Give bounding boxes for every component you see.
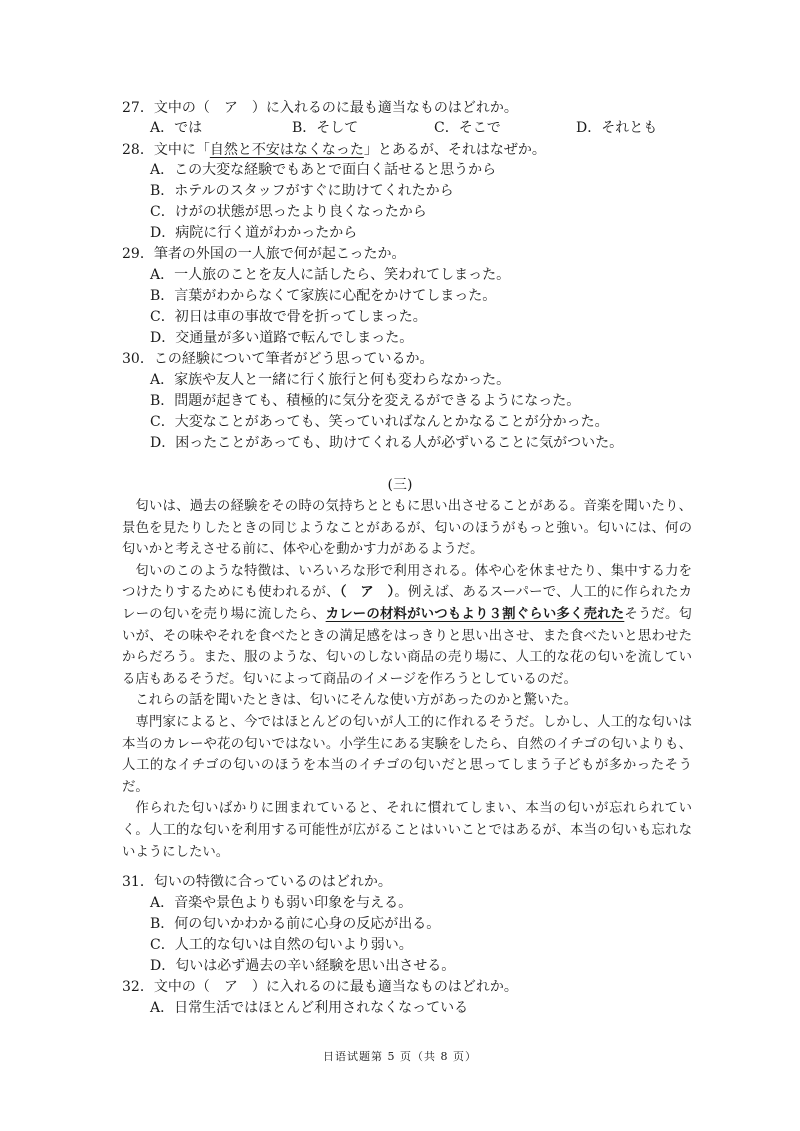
passage-paragraph-5: 作られた匂いばかりに囲まれていると、それに慣れてしまい、本当の匂いが忘れられていく。人工的な匂いを利用する可能性が広がることはいいことではあるが、本当の匂いも忘れないようにしたい。 — [122, 801, 692, 860]
question-30-stem: 30．この経験について筆者がどう思っているか。 — [122, 351, 434, 367]
question-30-option-c: C．大変なことがあっても、笑っていればなんとかなることが分かった。 — [150, 414, 609, 430]
section-heading: (三) — [387, 477, 413, 493]
passage-paragraph-3: これらの話を聞いたときは、匂いにそんな使い方があったのかと驚いた。 — [135, 693, 578, 709]
reading-passage — [122, 496, 692, 863]
passage-paragraph-2 — [122, 561, 692, 691]
question-29-option-b: B．言葉がわからなくて家族に心配をかけてしまった。 — [150, 288, 497, 304]
question-27-options — [150, 118, 670, 138]
question-29-option-c: C．初日は車の事故で骨を折ってしまった。 — [150, 309, 427, 325]
paragraph-2-text-a: 匂いのこのような特徴は、いろいろな形で利用される。体や心を休ませたり、集中する力をつけたりするためにも使われるが、 — [122, 563, 692, 601]
question-28-stem — [122, 140, 546, 160]
question-30-option-d: D．困ったことがあっても、助けてくれる人が必ずいることに気がついた。 — [150, 435, 624, 451]
blank-a: （ ア ） — [339, 584, 395, 601]
stem-underlined-quote: 自然と不安はなくなった — [209, 142, 364, 158]
question-27-stem: 27．文中の（ ア ）に入れるのに最も適当なものはどれか。 — [122, 100, 518, 116]
option-d: D．それとも — [576, 120, 658, 136]
underlined-phrase: カレーの材料がいつもより３割ぐらい多く売れた — [325, 605, 625, 622]
option-c: C．そこで — [434, 120, 501, 136]
question-31-stem: 31．匂いの特徴に合っているのはどれか。 — [122, 874, 392, 890]
stem-suffix: 」とあるが、それはなぜか。 — [363, 142, 546, 158]
paragraph-2-text-c: そうだ。匂いが、その味やそれを食べたときの満足感をはっきりと思い出させ、また食べたいと思わせたからだろう。また、服のような、匂いのしない商品の売り場に、人工的な花の匂いを流している店もあるそうだ。匂いによって商品のイメージを作ろうとしているのだ。 — [122, 606, 693, 687]
option-a: A．では — [150, 120, 203, 136]
question-28-option-a: A．この大変な経験でもあとで面白く話せると思うから — [150, 162, 497, 178]
question-29-option-d: D．交通量が多い道路で転んでしまった。 — [150, 330, 414, 346]
question-32-option-a: A．日常生活ではほとんど利用されなくなっている — [150, 1000, 469, 1016]
stem-prefix: 28．文中に「 — [122, 142, 210, 158]
question-32-stem: 32．文中の（ ア ）に入れるのに最も適当なものはどれか。 — [122, 979, 518, 995]
question-31-option-a: A．音楽や景色よりも弱い印象を与える。 — [150, 895, 413, 911]
passage-paragraph-1: 匂いは、過去の経験をその時の気持ちとともに思い出させることがある。音楽を聞いたり、景色を見たりしたときの同じようなことがあるが、匂いのほうがもっと強い。匂いには、何の匂いかと考えさせる前に、体や心を動かす力があるようだ。 — [122, 499, 692, 558]
question-31-option-d: D．匂いは必ず過去の辛い経験を思い出させる。 — [150, 958, 456, 974]
paragraph-2-text-b: 。例えば、あるスーパーで、人工的に作られたカレーの匂いを売り場に流したら、 — [122, 585, 693, 622]
question-31-option-c: C．人工的な匂いは自然の匂いより弱い。 — [150, 937, 413, 953]
question-28-option-c: C．けがの状態が思ったより良くなったから — [150, 204, 427, 220]
question-30-option-b: B．問題が起きても、積極的に気分を変えるができるようになった。 — [150, 393, 581, 409]
passage-paragraph-4: 専門家によると、今ではほとんどの匂いが人工的に作れるそうだ。しかし、人工的な匂いは本当のカレーや花の匂いではない。小学生にある実験をしたら、自然のイチゴの匂いよりも、人工的なイチゴの匂いのほうを本当のイチゴの匂いだと思ってしまう子どもが多かったそうだ。 — [122, 714, 692, 795]
page-footer: 日语试题第 5 页（共 8 页） — [323, 1050, 477, 1063]
question-30-option-a: A．家族や友人と一緒に行く旅行と何も変わらなかった。 — [150, 372, 511, 388]
question-29-stem: 29．筆者の外国の一人旅で何が起こったか。 — [122, 246, 406, 262]
question-28-option-b: B．ホテルのスタッフがすぐに助けてくれたから — [150, 183, 454, 199]
question-28-option-d: D．病院に行く道がわかったから — [150, 225, 358, 241]
question-29-option-a: A．一人旅のことを友人に話したら、笑われてしまった。 — [150, 267, 511, 283]
option-b: B．そして — [292, 120, 359, 136]
question-31-option-b: B．何の匂いかわかる前に心身の反応が出る。 — [150, 916, 441, 932]
